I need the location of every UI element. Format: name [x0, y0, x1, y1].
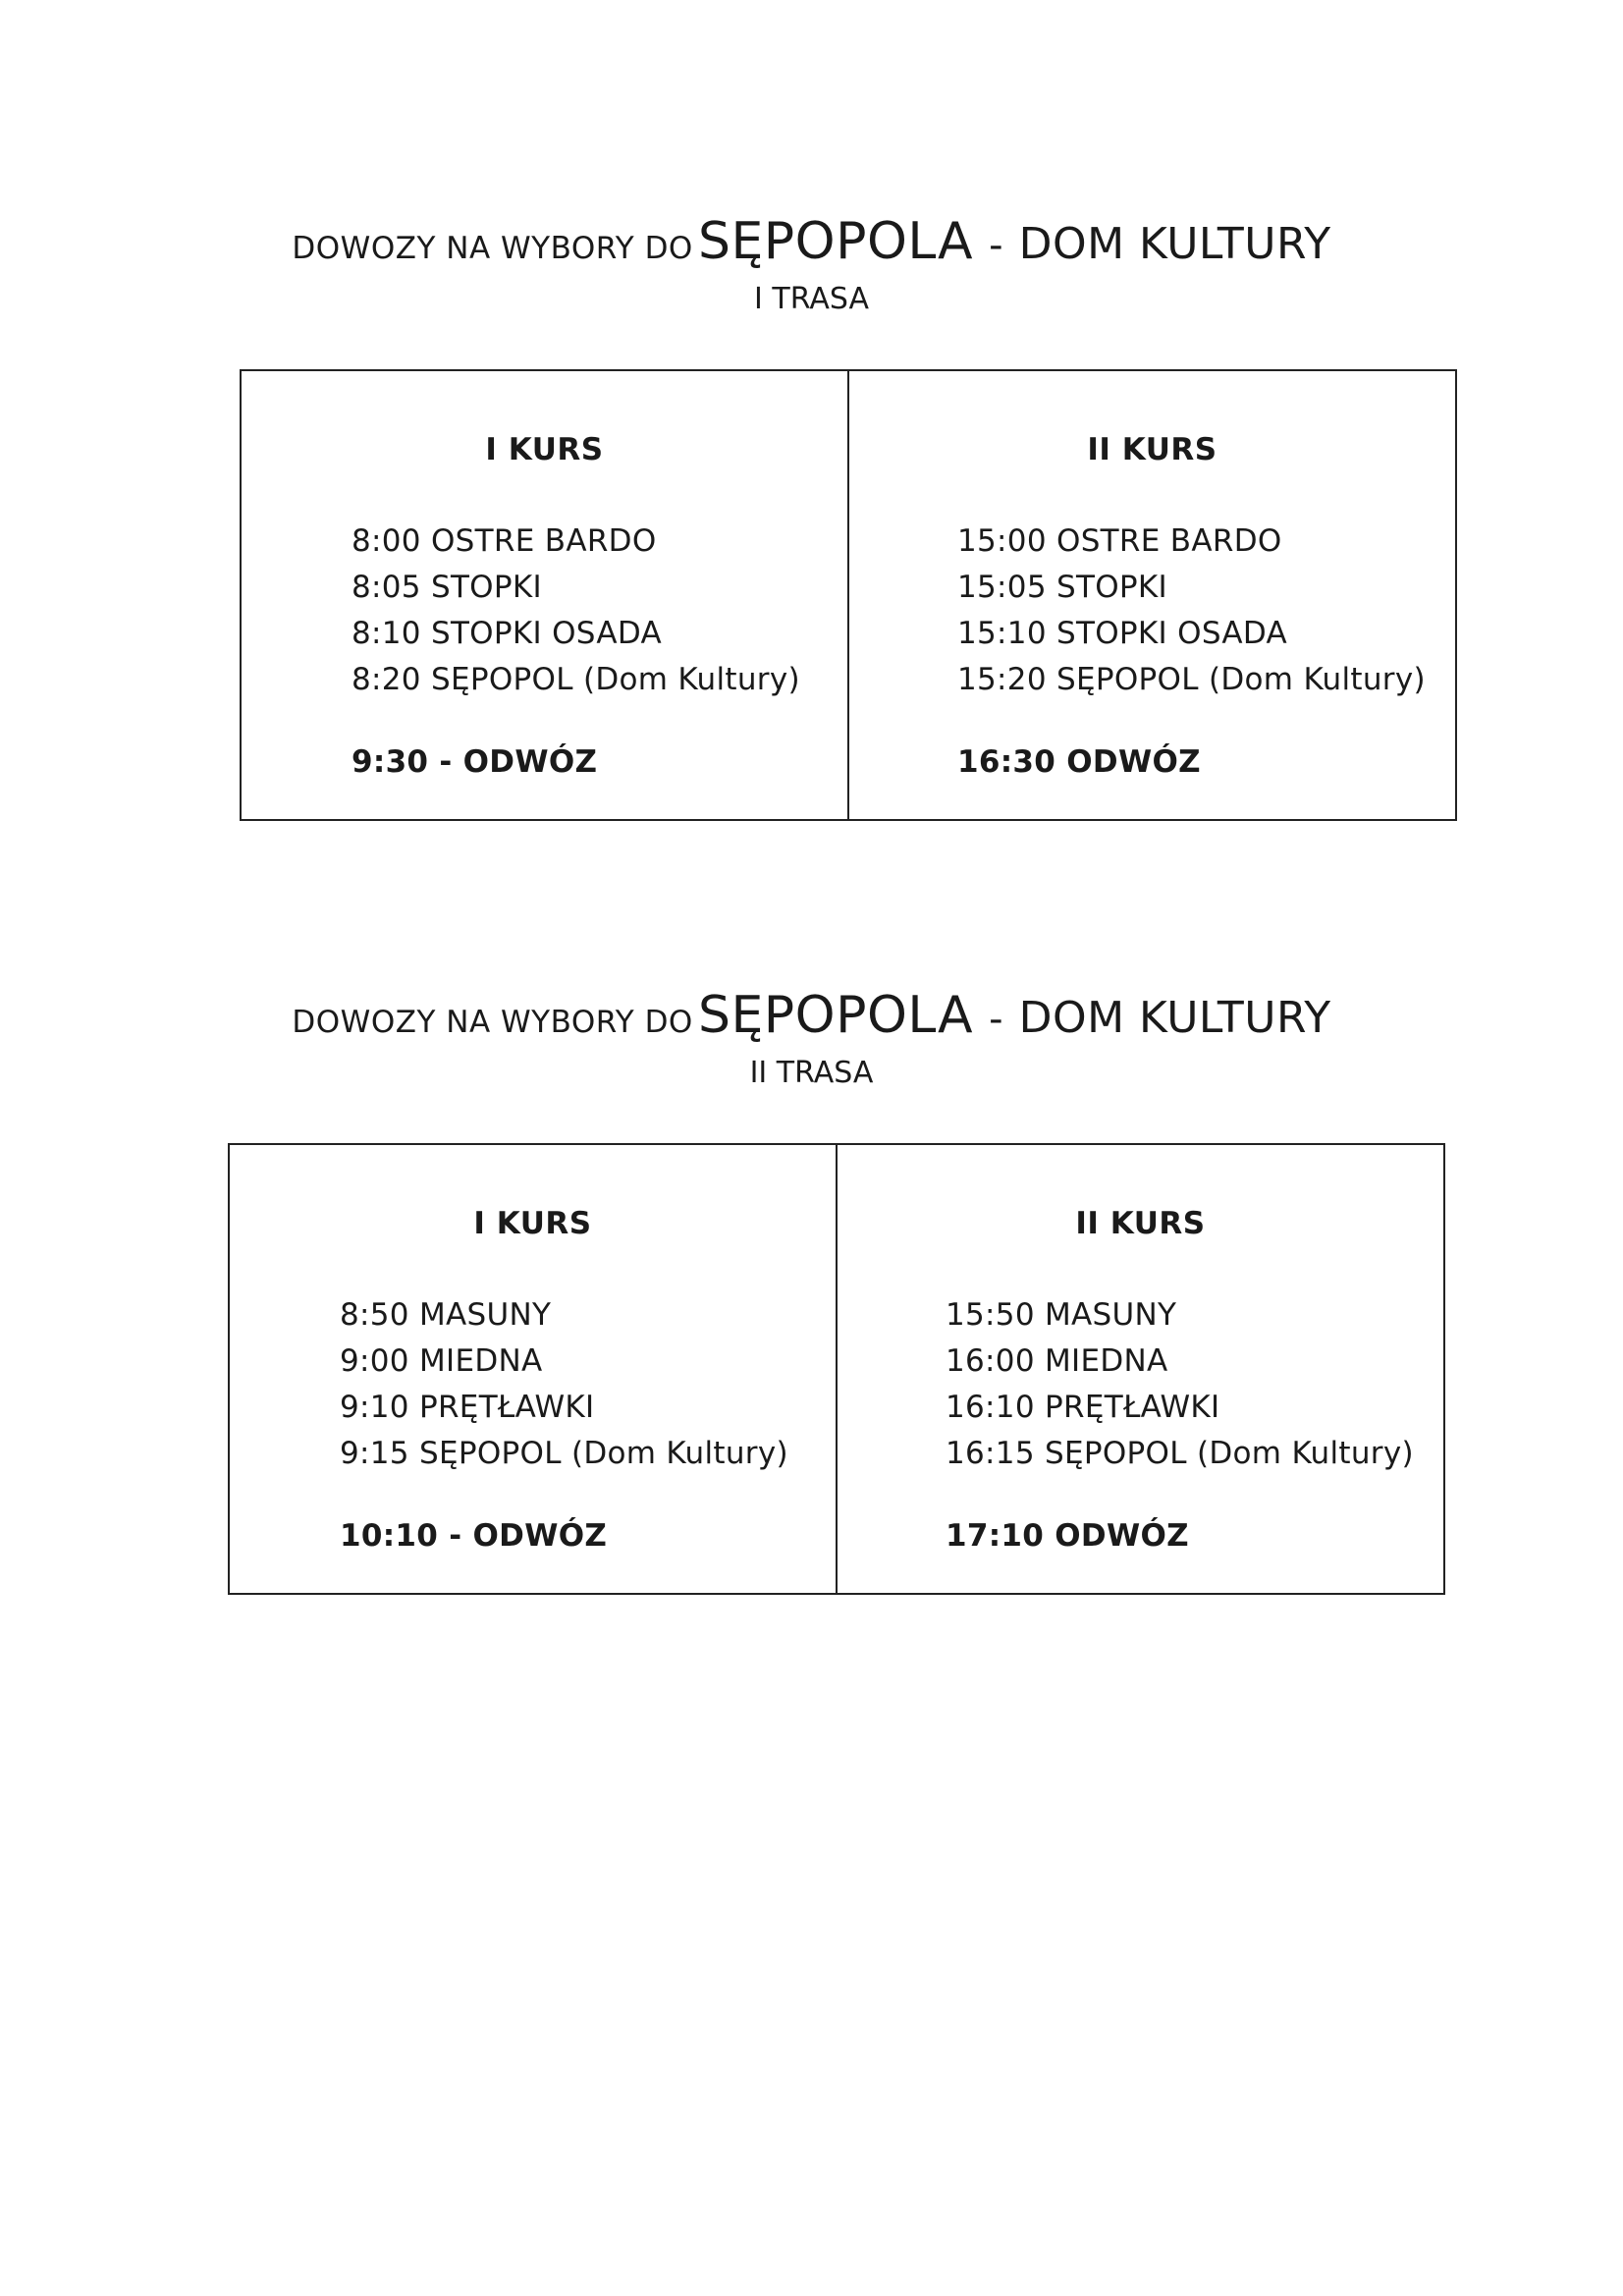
return-time: 9:30 - ODWÓZ: [352, 744, 598, 780]
section-heading: [0, 212, 1623, 271]
course-column: [836, 1145, 1443, 1593]
stop-item: 9:00 MIEDNA: [340, 1343, 543, 1379]
course-title: I KURS: [485, 432, 604, 467]
route-section-2: [0, 986, 1623, 1554]
stop-item: 8:20 SĘPOPOL (Dom Kultury): [352, 662, 800, 697]
route-title: II TRASA: [749, 1056, 874, 1090]
stop-item: 16:15 SĘPOPOL (Dom Kultury): [946, 1436, 1414, 1471]
stop-item: 16:00 MIEDNA: [946, 1343, 1168, 1379]
route-title: I TRASA: [754, 282, 869, 316]
return-time: 16:30 ODWÓZ: [957, 744, 1201, 780]
course-column: [242, 371, 847, 819]
heading-venue: DOM KULTURY: [1018, 993, 1331, 1043]
stop-item: 16:10 PRĘTŁAWKI: [946, 1390, 1220, 1425]
heading-dash: -: [989, 223, 1003, 268]
stop-item: 15:00 OSTRE BARDO: [957, 523, 1282, 559]
stop-item: 8:10 STOPKI OSADA: [352, 616, 662, 651]
route-section-1: [0, 212, 1623, 780]
heading-dash: -: [989, 997, 1003, 1042]
heading-town: SĘPOPOLA: [697, 986, 974, 1045]
stop-item: 15:10 STOPKI OSADA: [957, 616, 1288, 651]
heading-venue: DOM KULTURY: [1018, 219, 1331, 269]
return-time: 10:10 - ODWÓZ: [340, 1518, 608, 1554]
course-title: I KURS: [473, 1206, 592, 1241]
stop-list: [340, 1292, 788, 1477]
return-time: 17:10 ODWÓZ: [946, 1518, 1189, 1554]
course-column: [847, 371, 1455, 819]
heading-town: SĘPOPOLA: [697, 212, 974, 271]
schedule-table: [228, 1143, 1445, 1595]
schedule-table: [240, 369, 1457, 821]
course-column: [230, 1145, 836, 1593]
heading-prefix: DOWOZY NA WYBORY DO: [292, 231, 693, 266]
course-title: II KURS: [1075, 1206, 1206, 1241]
stop-item: 8:05 STOPKI: [352, 570, 542, 605]
stop-item: 15:50 MASUNY: [946, 1297, 1177, 1333]
heading-prefix: DOWOZY NA WYBORY DO: [292, 1005, 693, 1040]
stop-item: 8:00 OSTRE BARDO: [352, 523, 657, 559]
course-title: II KURS: [1087, 432, 1217, 467]
stop-item: 9:10 PRĘTŁAWKI: [340, 1390, 595, 1425]
stop-item: 15:05 STOPKI: [957, 570, 1167, 605]
stop-list: [957, 519, 1426, 703]
stop-item: 9:15 SĘPOPOL (Dom Kultury): [340, 1436, 788, 1471]
stop-item: 15:20 SĘPOPOL (Dom Kultury): [957, 662, 1426, 697]
stop-list: [946, 1292, 1414, 1477]
stop-item: 8:50 MASUNY: [340, 1297, 552, 1333]
section-heading: [0, 986, 1623, 1045]
stop-list: [352, 519, 800, 703]
